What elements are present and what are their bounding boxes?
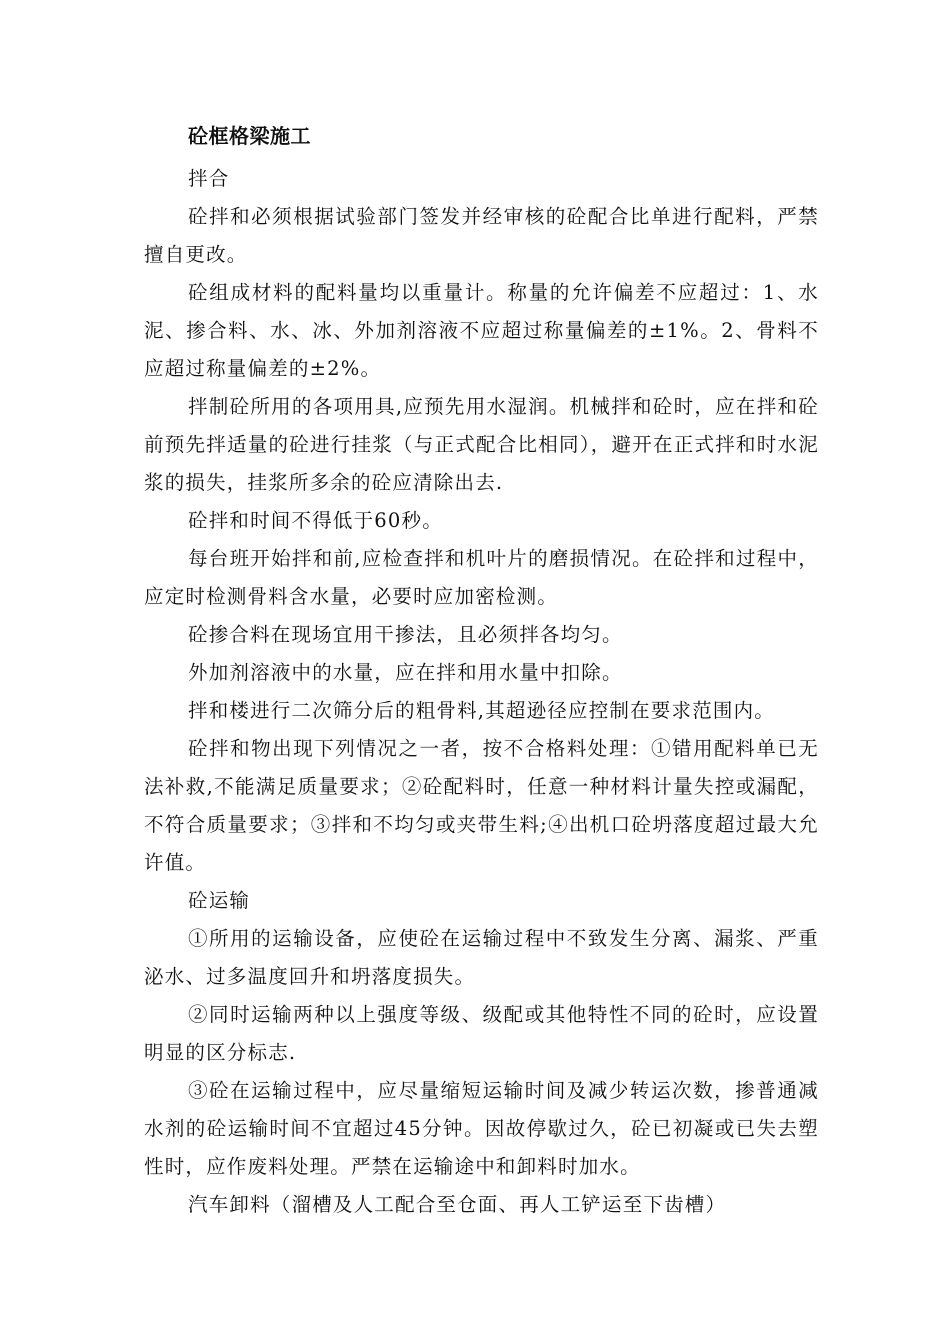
paragraph: 拌和楼进行二次筛分后的粗骨料,其超逊径应控制在要求范围内。 [188, 699, 775, 722]
paragraph: 砼组成材料的配料量均以重量计。称量的允许偏差不应超过：1、水泥、掺合料、水、冰、外加剂溶液不应超过称量偏差的±1%。2、骨料不应超过称量偏差的±2%。 [144, 281, 819, 380]
paragraph: 汽车卸料（溜槽及人工配合至仓面、再人工铲运至下齿槽） [188, 1193, 727, 1216]
paragraph: 外加剂溶液中的水量，应在拌和用水量中扣除。 [188, 661, 623, 684]
document-title: 砼框格梁施工 [188, 124, 311, 148]
paragraph: 砼拌和时间不得低于60秒。 [188, 509, 443, 532]
paragraph: 砼运输 [188, 889, 251, 912]
paragraph: 砼拌和必须根据试验部门签发并经审核的砼配合比单进行配料，严禁擅自更改。 [144, 205, 819, 266]
document-page [144, 118, 819, 1224]
paragraph: 拌合 [188, 167, 230, 190]
paragraph: 砼掺合料在现场宜用干掺法，且必须拌各均匀。 [188, 623, 623, 646]
paragraph: 拌制砼所用的各项用具,应预先用水湿润。机械拌和砼时，应在拌和砼前预先拌适量的砼进行挂浆（与正式配合比相同），避开在正式拌和时水泥浆的损失，挂浆所多余的砼应清除出去. [144, 395, 819, 494]
paragraph: 每台班开始拌和前,应检查拌和机叶片的磨损情况。在砼拌和过程中，应定时检测骨料含水量，必要时应加密检测。 [144, 547, 819, 608]
paragraph: ③砼在运输过程中，应尽量缩短运输时间及减少转运次数，掺普通减水剂的砼运输时间不宜超过45分钟。因故停歇过久，砼已初凝或已失去塑性时，应作废料处理。严禁在运输途中和卸料时加水。 [144, 1079, 819, 1178]
paragraph: ①所用的运输设备，应使砼在运输过程中不致发生分离、漏浆、严重泌水、过多温度回升和坍落度损失。 [144, 927, 819, 988]
paragraph: ②同时运输两种以上强度等级、级配或其他特性不同的砼时，应设置明显的区分标志. [144, 1003, 819, 1064]
paragraph: 砼拌和物出现下列情况之一者，按不合格料处理：①错用配料单已无法补救,不能满足质量要求；②砼配料时，任意一种材料计量失控或漏配，不符合质量要求；③拌和不均匀或夹带生料;④出机口砼坍落度超过最大允许值。 [144, 737, 819, 874]
